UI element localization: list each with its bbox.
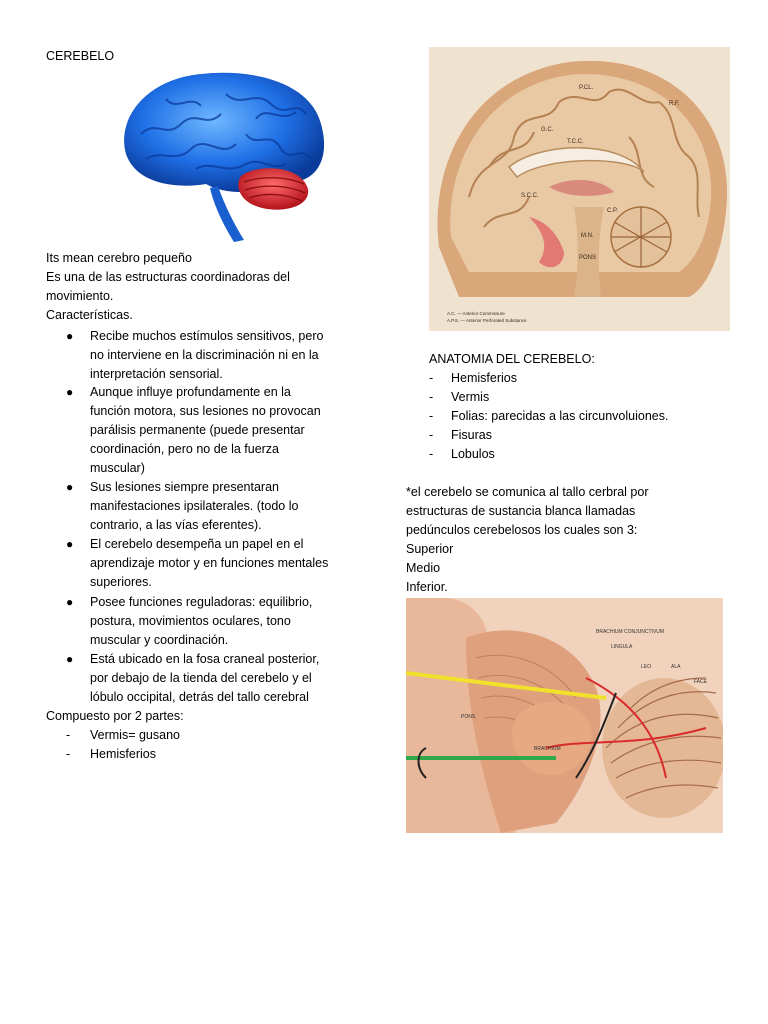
anatomy-heading: ANATOMIA DEL CEREBELO: (429, 352, 595, 366)
bullet-icon: ● (66, 480, 74, 494)
list-item (66, 383, 366, 478)
list-item (429, 426, 729, 445)
dash-marker: - (429, 428, 434, 442)
figure-label: R.F. (669, 101, 680, 107)
dash-marker: - (66, 728, 71, 742)
figure-label: ALA (671, 664, 681, 670)
bullet-line: por debajo de la tienda del cerebelo y el (90, 671, 312, 685)
anatomy-item: Vermis (451, 390, 490, 404)
dash-marker: - (66, 747, 71, 761)
figure-label: S.C.C. (521, 193, 539, 199)
intro-line: Es una de las estructuras coordinadoras del (46, 270, 290, 284)
bullet-line: muscular) (90, 461, 145, 475)
list-item (66, 478, 366, 535)
bullet-icon: ● (66, 537, 74, 551)
list-item (429, 407, 729, 426)
parts-heading: Compuesto por 2 partes: (46, 709, 184, 723)
intro-line: movimiento. (46, 289, 114, 303)
intro-line: Its mean cerebro pequeño (46, 251, 192, 265)
peduncle-text: *el cerebelo se comunica al tallo cerbral por (406, 485, 649, 499)
bullet-line: Posee funciones reguladoras: equilibrio, (90, 595, 313, 609)
characteristics-heading: Características. (46, 308, 133, 322)
list-item (429, 445, 729, 464)
bullet-line: postura, movimientos oculares, tono (90, 614, 291, 628)
bullet-line: Está ubicado en la fosa craneal posterior, (90, 652, 320, 666)
dash-marker: - (429, 390, 434, 404)
part-label: Hemisferios (90, 747, 156, 761)
list-item (66, 327, 366, 384)
peduncle-item: Superior (406, 542, 454, 556)
bullet-line: Recibe muchos estímulos sensitivos, pero (90, 329, 324, 343)
bullet-line: El cerebelo desempeña un papel en el (90, 537, 304, 551)
bullet-icon: ● (66, 385, 74, 399)
bullet-line: contrario, a las vías eferentes). (90, 518, 262, 532)
page-title: CEREBELO (46, 49, 115, 63)
bullet-line: parálisis permanente (puede presentar (90, 423, 305, 437)
figure-legend: A.C. — Anterior Commissure (447, 311, 505, 316)
list-item (66, 650, 366, 707)
figure-label: BRACHIUM (534, 746, 561, 752)
list-item (429, 369, 729, 388)
figure-legend: A.P.S. — Anterior Perforated Substance (447, 318, 527, 323)
anatomy-item: Fisuras (451, 428, 492, 442)
peduncle-text: pedúnculos cerebelosos los cuales son 3: (406, 523, 638, 537)
figure-label: T.C.C. (567, 139, 584, 145)
figure-label: FACE (694, 679, 708, 685)
brain-illustration (106, 64, 356, 246)
sagittal-brain-image (429, 47, 730, 331)
bullet-line: Sus lesiones siempre presentaran (90, 480, 279, 494)
dash-marker: - (429, 409, 434, 423)
list-item (66, 745, 266, 764)
bullet-line: Aunque influye profundamente en la (90, 385, 291, 399)
figure-label: C.P. (607, 208, 618, 214)
list-item (66, 535, 366, 592)
figure-label: LINGULA (611, 644, 633, 650)
bullet-line: lóbulo occipital, detrás del tallo cerebral (90, 690, 309, 704)
figure-label: PONS (579, 255, 597, 261)
bullet-line: coordinación, pero no de la fuerza (90, 442, 280, 456)
figure-label: PONS (461, 714, 476, 720)
figure-label: LEO (641, 664, 652, 670)
figure-label: M.N. (581, 233, 594, 239)
bullet-line: manifestaciones ipsilaterales. (todo lo (90, 499, 299, 513)
cerebellum-dissection-image (406, 598, 723, 833)
anatomy-item: Folias: parecidas a las circunvoluiones. (451, 409, 669, 423)
anatomy-item: Lobulos (451, 447, 495, 461)
part-label: Vermis= gusano (90, 728, 180, 742)
peduncle-item: Medio (406, 561, 441, 575)
bullet-line: muscular y coordinación. (90, 633, 229, 647)
bullet-line: aprendizaje motor y en funciones mentales (90, 556, 329, 570)
bullet-icon: ● (66, 595, 74, 609)
list-item (429, 388, 729, 407)
figure-label: BRACHIUM CONJUNCTIVUM (596, 629, 665, 635)
figure-label: G.C. (541, 127, 554, 133)
bullet-line: función motora, sus lesiones no provocan (90, 404, 321, 418)
bullet-icon: ● (66, 329, 74, 343)
list-item (66, 726, 266, 745)
figure-label: P.CL. (579, 85, 594, 91)
list-item (66, 593, 366, 650)
bullet-line: no interviene en la discriminación ni en la (90, 348, 319, 362)
dash-marker: - (429, 371, 434, 385)
bullet-line: interpretación sensorial. (90, 367, 223, 381)
peduncle-text: estructuras de sustancia blanca llamadas (406, 504, 636, 518)
anatomy-item: Hemisferios (451, 371, 517, 385)
dash-marker: - (429, 447, 434, 461)
bullet-line: superiores. (90, 575, 152, 589)
peduncle-item: Inferior. (406, 580, 448, 594)
bullet-icon: ● (66, 652, 74, 666)
